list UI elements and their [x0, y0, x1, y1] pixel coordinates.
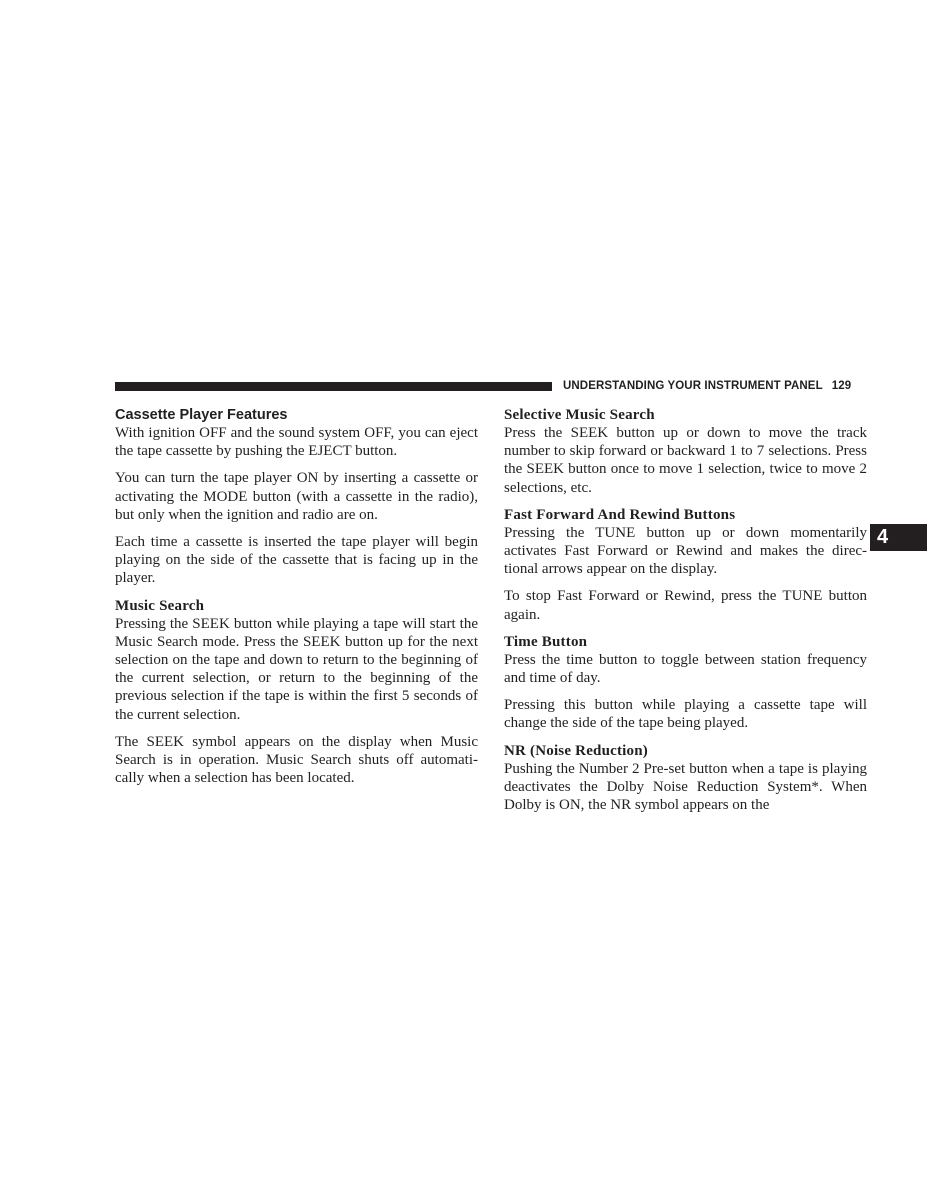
paragraph: To stop Fast Forward or Rewind, press the TUNE button again. — [504, 588, 867, 623]
subsection-title: Fast Forward And Rewind Buttons — [504, 506, 736, 523]
header-title: UNDERSTANDING YOUR INSTRUMENT PANEL — [563, 380, 823, 392]
subsection-title: Time Button — [504, 633, 588, 650]
paragraph: The SEEK symbol appears on the display when Music Search is in operation. Music Search shuts off automati-cally when a selection has been located. — [115, 733, 478, 787]
left-column — [115, 406, 478, 796]
paragraph: Press the time button to toggle between station frequency and time of day. — [504, 651, 867, 687]
subsection-title: Music Search — [115, 597, 205, 614]
running-header — [563, 379, 851, 393]
paragraph: Pressing the TUNE button up or down momentarily activates Fast Forward or Rewind and makes the direc-tional arrows appear on the display. — [504, 524, 867, 578]
subsection-title: NR (Noise Reduction) — [504, 742, 648, 759]
chapter-tab: 4 — [870, 524, 927, 551]
paragraph: Each time a cassette is inserted the tape player will begin playing on the side of the cassette that is facing up in the player. — [115, 534, 478, 587]
right-column — [504, 406, 867, 823]
paragraph: Pushing the Number 2 Pre-set button when a tape is playing deactivates the Dolby Noise Reduction System*. When Dolby is ON, the NR symbol appears on the — [504, 760, 867, 814]
paragraph: Press the SEEK button up or down to move the track number to skip forward or backward 1 to 7 selections. Press the SEEK button once to move 1 selection, twice to move 2 selections, etc. — [504, 425, 867, 496]
section-title: Cassette Player Features — [115, 407, 288, 423]
page-number: 129 — [831, 380, 852, 392]
subsection-title: Selective Music Search — [504, 407, 655, 423]
paragraph: Pressing the SEEK button while playing a tape will start the Music Search mode. Press the SEEK button up for the next selection on the tape and down to return to the beginning of the current selection, or return to the beginning of the previous selection if the tape is within the first 5 seconds of the current selection. — [115, 615, 478, 723]
paragraph: Pressing this button while playing a cassette tape will change the side of the tape being played. — [504, 697, 867, 732]
header-rule — [115, 382, 552, 391]
paragraph: With ignition OFF and the sound system OFF, you can eject the tape cassette by pushing the EJECT button. — [115, 425, 478, 460]
paragraph: You can turn the tape player ON by inserting a cassette or activating the MODE button (with a cassette in the radio), but only when the ignition and radio are on. — [115, 470, 478, 523]
